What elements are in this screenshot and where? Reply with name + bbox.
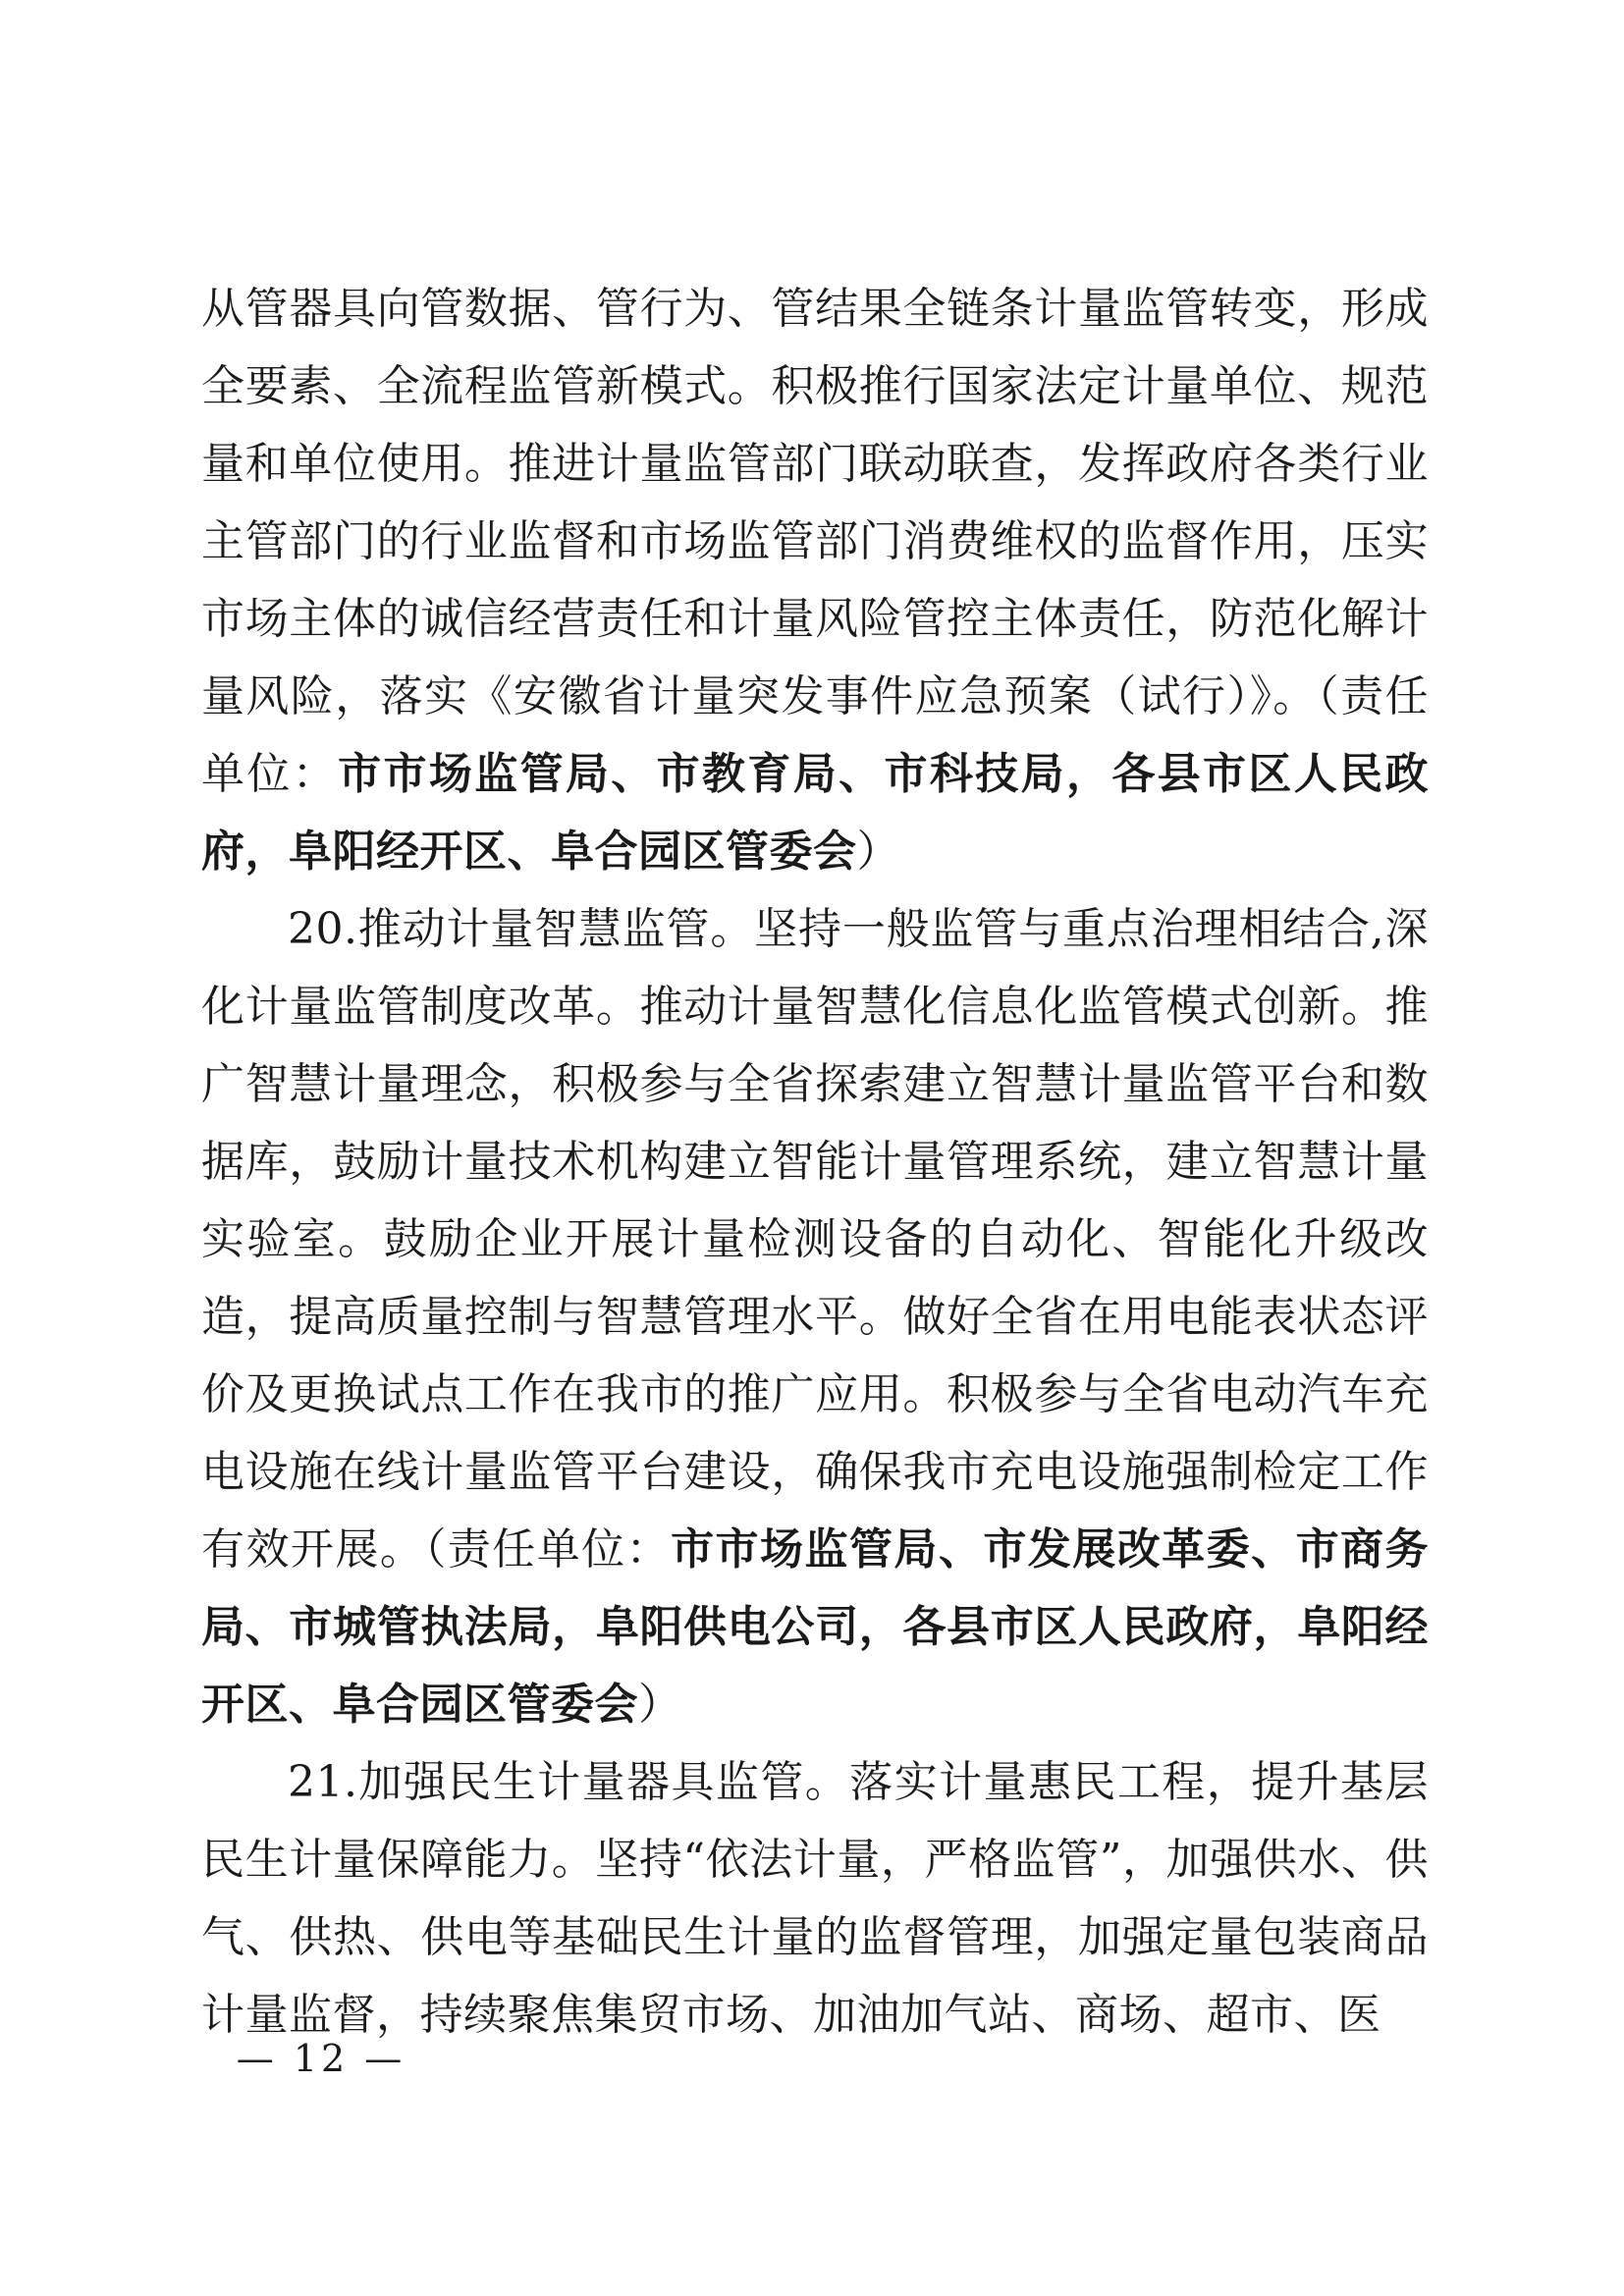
page-body [201, 270, 1429, 2054]
page-number: — 12 — [236, 2037, 406, 2080]
text-run: 从管器具向管数据、管行为、管结果全链条计量监管转变，形成全要素、全流程监管新模式。积极推行国家法定计量单位、规范量和单位使用。推进计量监管部门联动联查，发挥政府各类行业主管部门的行业监督和市场监管部门消费维权的监督作用，压实市场主体的诚信经营责任和计量风险管控主体责任，防范化解计量风险，落实《安徽省计量突发事件应急预案（试行）》。（责任单位： [201, 284, 1429, 799]
paragraph-continuation [201, 270, 1429, 890]
text-run: ） [856, 827, 900, 877]
page-footer [0, 2037, 1624, 2080]
text-run-bold: 市市场监管局、市发展改革委、市商务局、市城管执法局，阜阳供电公司，各县市区人民政府，阜阳经开区、阜合园区管委会 [201, 1524, 1429, 1730]
text-run: 20.推动计量智慧监管。坚持一般监管与重点治理相结合,深化计量监管制度改革。推动计量智慧化信息化监管模式创新。推广智慧计量理念，积极参与全省探索建立智慧计量监管平台和数据库，鼓励计量技术机构建立智能计量管理系统，建立智慧计量实验室。鼓励企业开展计量检测设备的自动化、智能化升级改造，提高质量控制与智慧管理水平。做好全省在用电能表状态评价及更换试点工作在我市的推广应用。积极参与全省电动汽车充电设施在线计量监管平台建设，确保我市充电设施强制检定工作有效开展。（责任单位： [201, 904, 1429, 1575]
paragraph-item-21 [201, 1743, 1429, 2054]
paragraph-item-20 [201, 890, 1429, 1743]
text-run: ） [638, 1680, 682, 1730]
text-run-bold: 市市场监管局、市教育局、市科技局，各县市区人民政府，阜阳经开区、阜合园区管委会 [201, 749, 1430, 877]
text-run: 21.加强民生计量器具监管。落实计量惠民工程，提升基层民生计量保障能力。坚持“依法计量，严格监管”，加强供水、供气、供热、供电等基础民生计量的监督管理，加强定量包装商品计量监督，持续聚焦集贸市场、加油加气站、商场、超市、医 [201, 1757, 1429, 2040]
